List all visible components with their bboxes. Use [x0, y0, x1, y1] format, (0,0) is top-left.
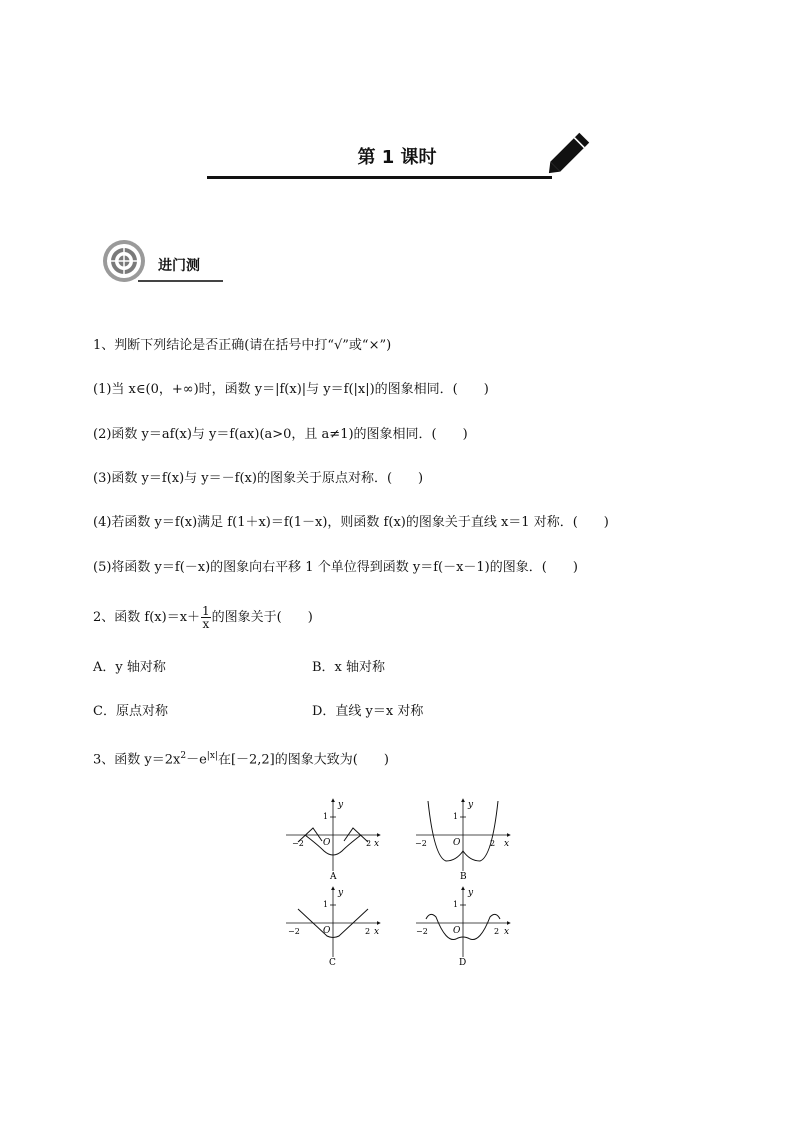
section-underline	[138, 280, 223, 282]
pencil-icon	[540, 126, 596, 182]
graph-d-tick-2: 2	[494, 927, 500, 936]
graph-b-tick-2: 2	[490, 839, 496, 848]
question-1-item-3: (3)函数 y＝f(x)与 y＝－f(x)的图象关于原点对称．( )	[93, 471, 424, 486]
question-2-suffix: 的图象关于( )	[211, 610, 313, 625]
graph-panel-b	[415, 799, 510, 882]
question-2-prefix: 2、函数 f(x)＝x＋	[93, 610, 201, 625]
graph-d-tick-neg2: −2	[416, 927, 428, 936]
graph-a-tick-1: 1	[323, 812, 329, 821]
option-d: D．直线 y＝x 对称	[312, 704, 424, 719]
graph-a-y-label: y	[338, 800, 344, 810]
graph-panel-d	[416, 887, 510, 965]
graph-panel-a	[286, 799, 380, 882]
graph-b-label: B	[460, 872, 467, 882]
option-c: C．原点对称	[93, 704, 168, 719]
graph-c-x-label: x	[374, 927, 380, 937]
graph-a-label: A	[330, 872, 337, 882]
question-1-item-2: (2)函数 y＝af(x)与 y＝f(ax)(a>0，且 a≠1)的图象相同．( )	[93, 427, 468, 442]
question-1-item-4: (4)若函数 y＝f(x)满足 f(1＋x)＝f(1－x)，则函数 f(x)的图象关于直线 x＝1 对称．( )	[93, 515, 609, 530]
graph-b-x-label: x	[504, 839, 510, 849]
question-1-item-5: (5)将函数 y＝f(－x)的图象向右平移 1 个单位得到函数 y＝f(－x－1)的图象．( )	[93, 560, 578, 575]
graph-c-tick-1: 1	[323, 900, 329, 909]
page-title: 第 1 课时	[357, 147, 437, 168]
option-a: A．y 轴对称	[93, 660, 166, 675]
graph-c-origin: O	[323, 926, 331, 936]
exponent-abs-x: |x|	[206, 751, 218, 761]
graph-d-x-label: x	[504, 927, 510, 937]
option-b: B．x 轴对称	[312, 660, 386, 675]
fraction	[201, 605, 211, 630]
question-3-stem	[93, 748, 389, 768]
graph-a-tick-2: 2	[366, 839, 372, 848]
question-3-suffix: 在[－2,2]的图象大致为( )	[217, 752, 389, 768]
fraction-numerator: 1	[202, 604, 210, 618]
graph-c-label: C	[329, 958, 336, 965]
answer-graphs	[278, 795, 518, 965]
question-3-prefix: 3、函数 y＝2x	[93, 752, 181, 768]
question-1-item-1: (1)当 x∈(0，+∞)时，函数 y＝|f(x)|与 y＝f(|x|)的图象相同．( )	[93, 382, 489, 397]
graph-b-y-label: y	[468, 800, 474, 810]
graph-c-y-label: y	[338, 888, 344, 898]
graph-a-origin: O	[323, 838, 331, 848]
graph-a-tick-neg2: −2	[292, 839, 304, 848]
section-label: 进门测	[158, 258, 200, 274]
graph-d-label: D	[459, 958, 467, 965]
graph-d-y-label: y	[468, 888, 474, 898]
question-3-mid: －e	[186, 752, 207, 768]
graph-b-origin: O	[453, 838, 461, 848]
graph-a-x-label: x	[374, 839, 380, 849]
graph-c-tick-2: 2	[365, 927, 371, 936]
question-2-stem	[93, 603, 313, 633]
title-underline	[207, 176, 552, 179]
target-icon	[102, 239, 146, 283]
question-1-stem: 1、判断下列结论是否正确(请在括号中打“√”或“×”)	[93, 338, 392, 353]
exponent-2: 2	[180, 751, 187, 761]
graph-b-tick-neg2: −2	[415, 839, 427, 848]
graph-c-tick-neg2: −2	[288, 927, 300, 936]
graph-d-origin: O	[453, 926, 461, 936]
graph-panel-c	[286, 887, 380, 965]
graph-d-tick-1: 1	[453, 900, 459, 909]
fraction-denominator: x	[202, 617, 210, 631]
graph-b-tick-1: 1	[453, 812, 459, 821]
